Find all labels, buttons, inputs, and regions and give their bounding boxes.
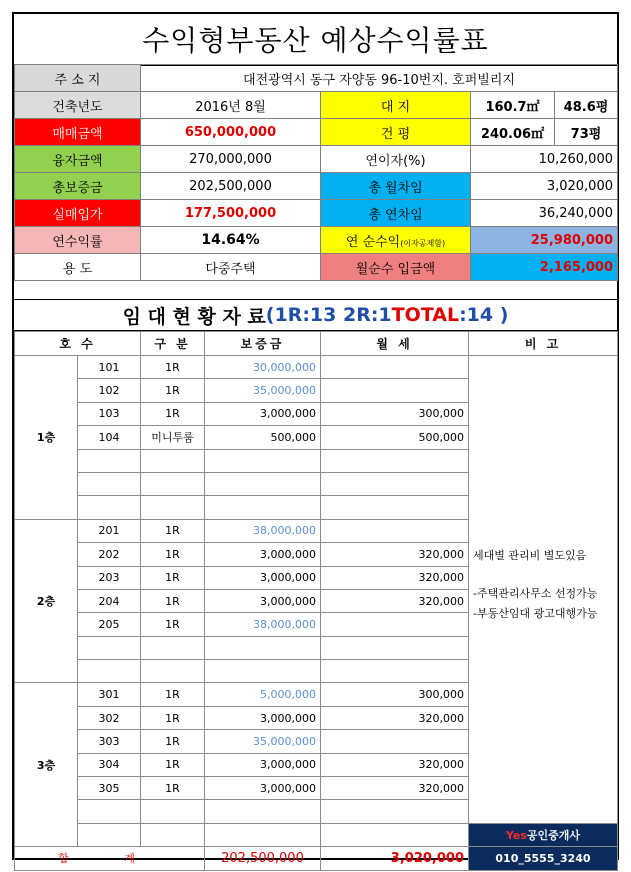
- build-year-value: 2016년 8월: [141, 92, 321, 119]
- unit-deposit: 3,000,000: [205, 706, 321, 729]
- unit-number: 103: [78, 402, 141, 425]
- total-rent: 3,020,000: [321, 847, 469, 870]
- unit-type: 1R: [141, 613, 205, 636]
- unit-type: 1R: [141, 777, 205, 800]
- floor-label: 3층: [15, 683, 78, 847]
- annual-rent-label: 총 연차임: [321, 200, 471, 227]
- yield-label: 연수익률: [15, 227, 141, 254]
- table-row: [15, 356, 618, 379]
- unit-number: 301: [78, 683, 141, 706]
- total-deposit: 202,500,000: [205, 847, 321, 870]
- unit-type: 1R: [141, 706, 205, 729]
- unit-deposit: 30,000,000: [205, 356, 321, 379]
- monthly-net-label: 월순수 입금액: [321, 254, 471, 281]
- floor-label: 1층: [15, 356, 78, 520]
- unit-deposit: 38,000,000: [205, 613, 321, 636]
- unit-number: 204: [78, 589, 141, 612]
- rental-body: [15, 356, 618, 847]
- rental-total-label: TOTAL: [391, 304, 460, 326]
- sale-value: 650,000,000: [141, 119, 321, 146]
- use-value: 다중주택: [141, 254, 321, 281]
- unit-rent: 320,000: [321, 753, 469, 776]
- rental-title: 임 대 현 황 자 료: [122, 305, 266, 328]
- unit-type: [141, 496, 205, 519]
- monthly-net-value: 2,165,000: [471, 254, 618, 281]
- unit-deposit: 3,000,000: [205, 777, 321, 800]
- sale-label: 매매금액: [15, 119, 141, 146]
- invest-value: 177,500,000: [141, 200, 321, 227]
- net-income-label: 연 순수익: [345, 234, 401, 250]
- unit-number: 304: [78, 753, 141, 776]
- unit-rent: [321, 800, 469, 823]
- unit-type: 1R: [141, 753, 205, 776]
- unit-deposit: 35,000,000: [205, 379, 321, 402]
- loan-value: 270,000,000: [141, 146, 321, 173]
- unit-number: 201: [78, 519, 141, 542]
- unit-rent: [321, 613, 469, 636]
- unit-rent: 300,000: [321, 683, 469, 706]
- unit-deposit: 38,000,000: [205, 519, 321, 542]
- unit-rent: [321, 636, 469, 659]
- unit-deposit: 3,000,000: [205, 402, 321, 425]
- unit-type: [141, 449, 205, 472]
- header-type: 구 분: [141, 332, 205, 356]
- building-m2: 240.06㎡: [471, 119, 555, 146]
- unit-rent: [321, 379, 469, 402]
- unit-deposit: 3,000,000: [205, 589, 321, 612]
- land-label: 대 지: [321, 92, 471, 119]
- unit-type: [141, 472, 205, 495]
- unit-number: [78, 800, 141, 823]
- unit-deposit: [205, 496, 321, 519]
- address-label: 주 소 지: [15, 65, 141, 92]
- unit-number: [78, 449, 141, 472]
- unit-number: [78, 636, 141, 659]
- unit-deposit: [205, 823, 321, 846]
- summary-row-sale: [15, 119, 618, 146]
- header-unit: 호 수: [15, 332, 141, 356]
- table-row: [15, 823, 618, 846]
- unit-number: 305: [78, 777, 141, 800]
- unit-number: 102: [78, 379, 141, 402]
- header-deposit: 보증금: [205, 332, 321, 356]
- unit-rent: [321, 519, 469, 542]
- unit-number: [78, 496, 141, 519]
- interest-value: 10,260,000: [471, 146, 618, 173]
- address-value: 대전광역시 동구 자양동 96-10번지. 호퍼빌리지: [141, 65, 618, 92]
- summary-row-loan: [15, 146, 618, 173]
- land-m2: 160.7㎡: [471, 92, 555, 119]
- remark-line: -부동산임대 광고대행가능: [473, 607, 598, 621]
- broker-name-cell: [469, 823, 618, 846]
- unit-rent: [321, 730, 469, 753]
- unit-type: [141, 636, 205, 659]
- net-income-label-cell: [321, 227, 471, 254]
- use-label: 용 도: [15, 254, 141, 281]
- unit-deposit: 3,000,000: [205, 566, 321, 589]
- unit-type: 1R: [141, 402, 205, 425]
- floor-label: 2층: [15, 519, 78, 683]
- unit-type: 1R: [141, 589, 205, 612]
- summary-table: [14, 64, 618, 281]
- net-income-note: (이자공제함): [400, 238, 446, 248]
- unit-rent: 320,000: [321, 777, 469, 800]
- unit-type: 1R: [141, 566, 205, 589]
- total-row: [15, 847, 618, 870]
- unit-deposit: 500,000: [205, 426, 321, 449]
- remarks-cell: [469, 356, 618, 824]
- summary-row-yield: [15, 227, 618, 254]
- land-pyeong: 48.6평: [555, 92, 618, 119]
- summary-row-invest: [15, 200, 618, 227]
- unit-number: [78, 660, 141, 683]
- unit-deposit: [205, 472, 321, 495]
- unit-rent: 320,000: [321, 543, 469, 566]
- annual-rent-value: 36,240,000: [471, 200, 618, 227]
- rental-count-open: (1R:13 2R:1: [265, 304, 392, 326]
- sheet-title: 수익형부동산 예상수익률표: [14, 14, 617, 66]
- unit-number: 205: [78, 613, 141, 636]
- unit-type: 1R: [141, 356, 205, 379]
- total-label: 합 계: [15, 847, 205, 870]
- unit-type: 1R: [141, 519, 205, 542]
- build-year-label: 건축년도: [15, 92, 141, 119]
- unit-deposit: [205, 449, 321, 472]
- unit-rent: [321, 472, 469, 495]
- unit-number: 303: [78, 730, 141, 753]
- unit-number: [78, 823, 141, 846]
- deposit-value: 202,500,000: [141, 173, 321, 200]
- unit-rent: 320,000: [321, 706, 469, 729]
- unit-rent: [321, 356, 469, 379]
- header-rent: 월 세: [321, 332, 469, 356]
- unit-rent: [321, 823, 469, 846]
- unit-type: [141, 823, 205, 846]
- unit-type: 1R: [141, 379, 205, 402]
- unit-type: 1R: [141, 543, 205, 566]
- unit-type: [141, 660, 205, 683]
- interest-label: 연이자(%): [321, 146, 471, 173]
- unit-number: [78, 472, 141, 495]
- unit-rent: 300,000: [321, 402, 469, 425]
- unit-number: 202: [78, 543, 141, 566]
- unit-deposit: [205, 800, 321, 823]
- unit-deposit: 35,000,000: [205, 730, 321, 753]
- loan-label: 융자금액: [15, 146, 141, 173]
- monthly-rent-value: 3,020,000: [471, 173, 618, 200]
- summary-row-deposit: [15, 173, 618, 200]
- unit-deposit: [205, 660, 321, 683]
- rental-header-row: [15, 332, 618, 356]
- unit-type: [141, 800, 205, 823]
- remark-line: -주택관리사무소 선정가능: [473, 587, 598, 601]
- invest-label: 실매입가: [15, 200, 141, 227]
- header-note: 비 고: [469, 332, 618, 356]
- summary-row-use: [15, 254, 618, 281]
- unit-number: 104: [78, 426, 141, 449]
- building-label: 건 평: [321, 119, 471, 146]
- unit-rent: 320,000: [321, 589, 469, 612]
- unit-deposit: 3,000,000: [205, 753, 321, 776]
- broker-name: 공인중개사: [526, 829, 581, 842]
- unit-rent: 500,000: [321, 426, 469, 449]
- building-pyeong: 73평: [555, 119, 618, 146]
- unit-deposit: 5,000,000: [205, 683, 321, 706]
- unit-number: 101: [78, 356, 141, 379]
- summary-row-address: [15, 65, 618, 92]
- unit-rent: [321, 449, 469, 472]
- summary-row-build: [15, 92, 618, 119]
- rental-table: [14, 331, 618, 871]
- rental-section-title: [14, 299, 617, 332]
- yield-value: 14.64%: [141, 227, 321, 254]
- deposit-label: 총보증금: [15, 173, 141, 200]
- unit-rent: 320,000: [321, 566, 469, 589]
- unit-deposit: [205, 636, 321, 659]
- unit-number: 203: [78, 566, 141, 589]
- unit-number: 302: [78, 706, 141, 729]
- monthly-rent-label: 총 월차임: [321, 173, 471, 200]
- broker-yes: Yes: [505, 829, 527, 842]
- rental-count-close: :14 ): [459, 304, 509, 326]
- yield-sheet: [12, 12, 619, 866]
- unit-deposit: 3,000,000: [205, 543, 321, 566]
- broker-phone: 010_5555_3240: [469, 847, 618, 870]
- unit-type: 1R: [141, 683, 205, 706]
- unit-rent: [321, 660, 469, 683]
- net-income-value: 25,980,000: [471, 227, 618, 254]
- unit-type: 1R: [141, 730, 205, 753]
- unit-type: 미니투룸: [141, 426, 205, 449]
- remark-line: 세대별 관리비 별도있음: [473, 549, 587, 563]
- unit-rent: [321, 496, 469, 519]
